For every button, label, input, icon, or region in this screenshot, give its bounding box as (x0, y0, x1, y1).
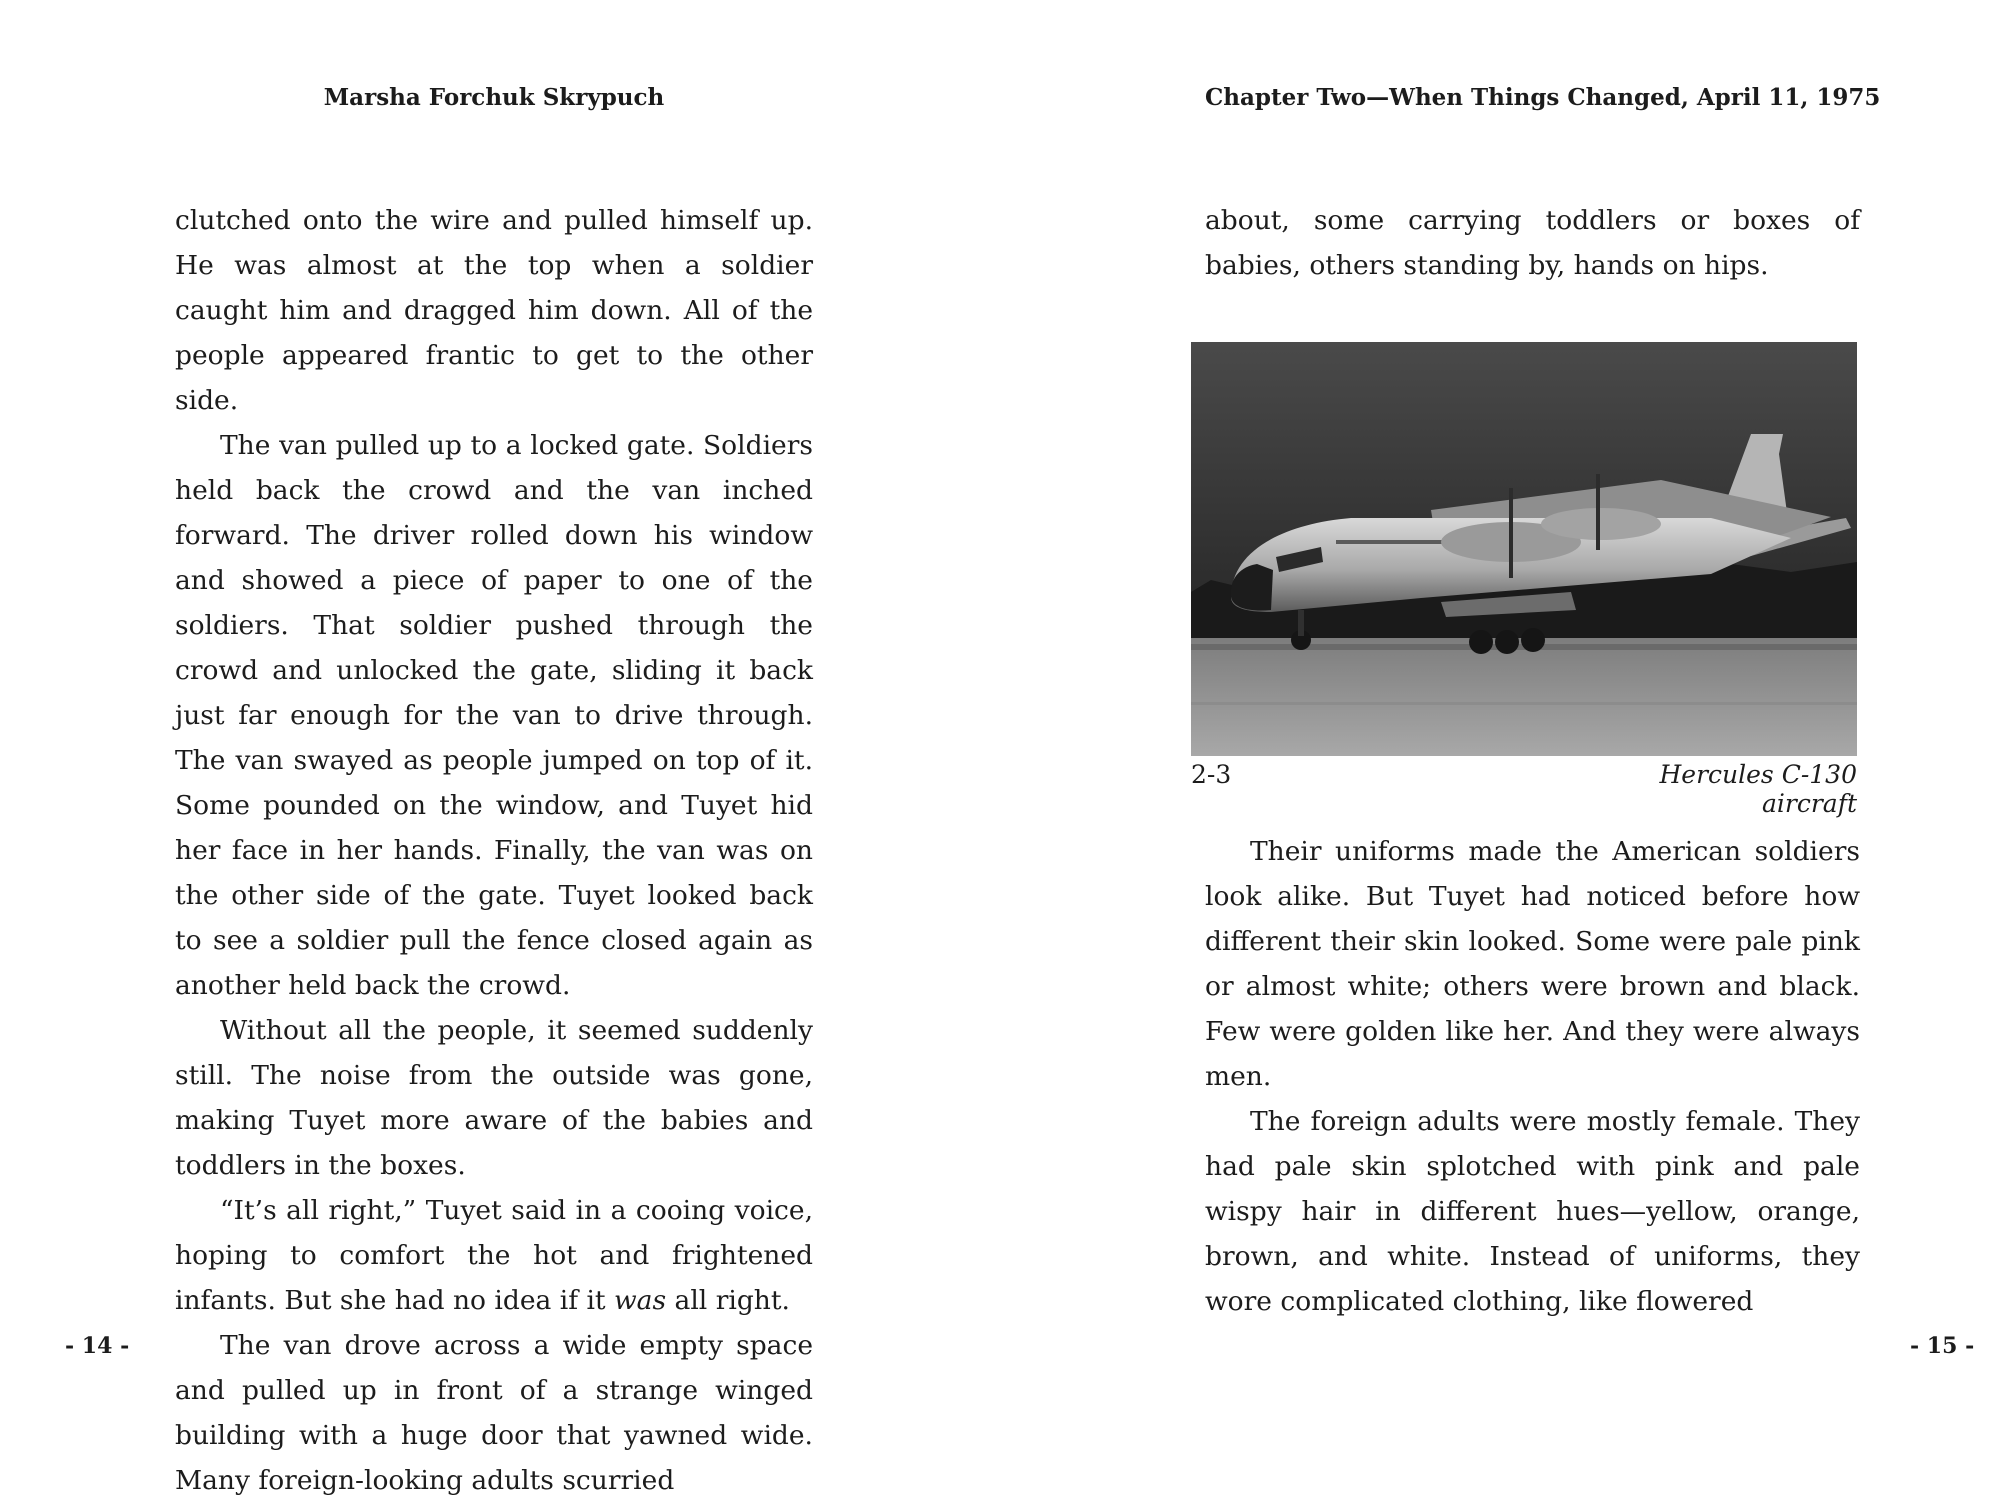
paragraph: clutched onto the wire and pulled himself up. He was almost at the top when a soldier caught him and dragged him down. All of the people appeared frantic to get to the other side. (175, 205, 813, 416)
right-body-text-bottom (1205, 829, 1860, 1324)
paragraph: Their uniforms made the American soldiers look alike. But Tuyet had noticed before how different their skin looked. Some were pale pink or almost white; others were brown and black. Few were golden like her. And they were always men. (1205, 836, 1860, 1092)
paragraph-quote (175, 1188, 813, 1323)
page-number-right: - 15 - (1910, 1333, 1975, 1359)
paragraph: Without all the people, it seemed suddenly still. The noise from the outside was gone, making Tuyet more aware of the babies and toddlers in the boxes. (175, 1015, 813, 1181)
quote-text-after: all right. (666, 1285, 790, 1316)
paragraph: about, some carrying toddlers or boxes of babies, others standing by, hands on hips. (1205, 205, 1860, 281)
aircraft-photo (1191, 342, 1857, 756)
paragraph: The foreign adults were mostly female. They had pale skin splotched with pink and pale wispy hair in different hues—yellow, orange, brown, and white. Instead of uniforms, they wore complicated clothing, like flowered (1205, 1106, 1860, 1317)
paragraph: The van drove across a wide empty space and pulled up in front of a strange winged building with a huge door that yawned wide. Many foreign-looking adults scurried (175, 1330, 813, 1496)
figure-number: 2-3 (1191, 760, 1232, 789)
paragraph: The van pulled up to a locked gate. Soldiers held back the crowd and the van inched forward. The driver rolled down his window and showed a piece of paper to one of the soldiers. That soldier pushed through the crowd and unlocked the gate, sliding it back just far enough for the van to drive through. The van swayed as people jumped on top of it. Some pounded on the window, and Tuyet hid her face in her hands. Finally, the van was on the other side of the gate. Tuyet looked back to see a soldier pull the fence closed again as another held back the crowd. (175, 430, 813, 1001)
running-head-chapter: Chapter Two—When Things Changed, April 11, 1975 (1205, 84, 1881, 111)
running-head-author: Marsha Forchuk Skrypuch (323, 84, 665, 111)
page-number-left: - 14 - (65, 1333, 130, 1359)
figure-caption: Hercules C-130 aircraft (1659, 760, 1857, 818)
right-page (1000, 0, 2000, 1391)
left-page (0, 0, 1000, 1496)
quote-emphasis: was (614, 1285, 667, 1316)
aircraft-illustration (1191, 342, 1857, 756)
left-body-text (175, 198, 813, 1503)
quote-text-before: “It’s all right,” Tuyet said in a cooing voice, hoping to comfort the hot and frightened infants. But she had no idea if it (175, 1195, 813, 1316)
right-body-text-top (1205, 198, 1860, 288)
